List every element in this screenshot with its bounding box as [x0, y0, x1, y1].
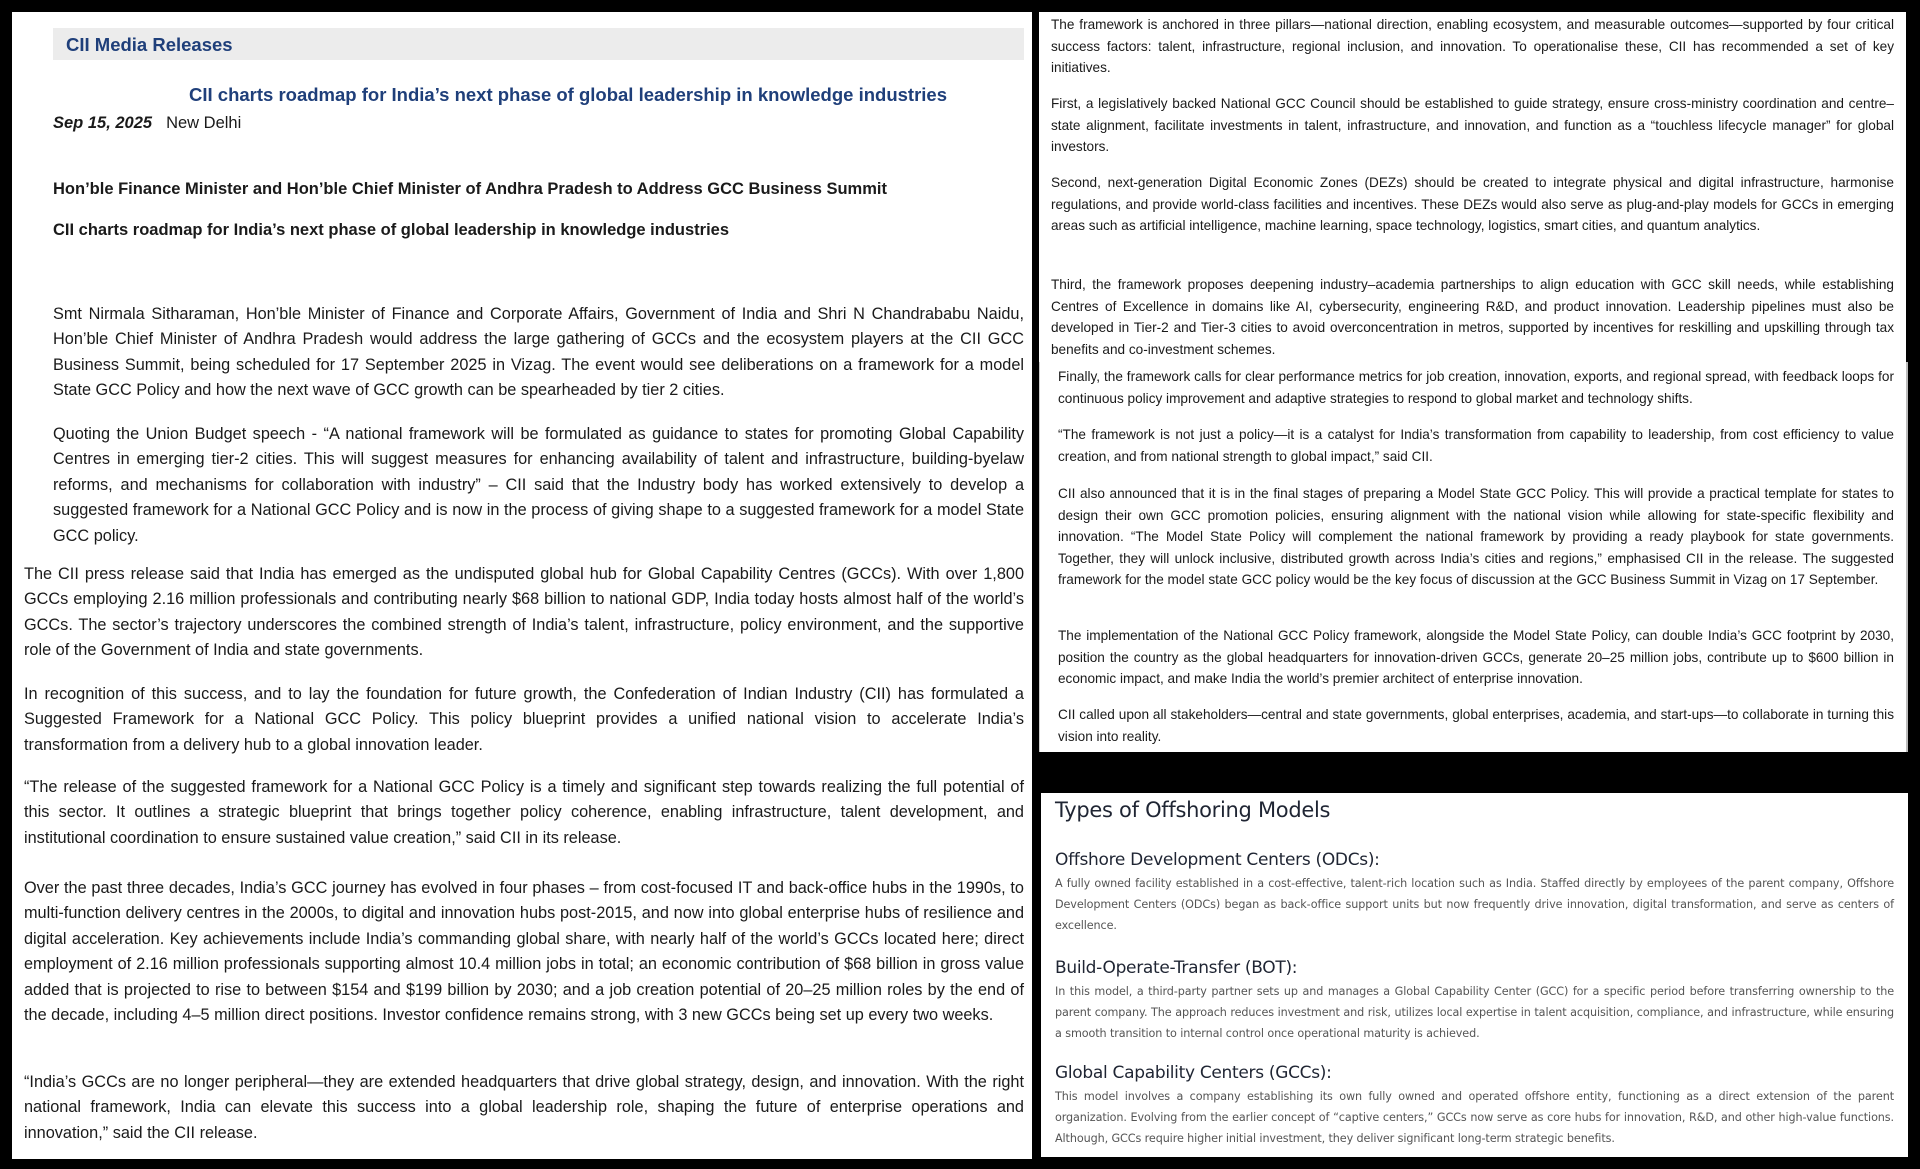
paragraph: Second, next-generation Digital Economic Zones (DEZs) should be created to integrate physical and digital infrastructure, harmonise regulations, and provide world-class facilities and incentives. These DEZs would also serve as plug-and-play models for GCCs in emerging areas such as artificial intelligence, machine learning, space technology, logistics, smart cities, and quantum analytics. [1051, 175, 1894, 234]
subheading: Hon’ble Finance Minister and Hon’ble Chief Minister of Andhra Pradesh to Address GCC Business Summit [53, 180, 887, 198]
paragraph: Over the past three decades, India’s GCC journey has evolved in four phases – from cost-focused IT and back-office hubs in the 1990s, to multi-function delivery centres in the 2000s, to digital and innovation hubs post-2015, and now into global enterprise hubs of resilience and digital acceleration. Key achievements include India’s commanding global share, with nearly half of the world’s GCCs located here; direct employment of 2.16 million professionals supporting almost 10.4 million jobs in total; an economic contribution of $68 billion in gross value added that is projected to rise to between $154 and $199 billion by 2030; and a job creation potential of 20–25 million roles by the end of the decade, including 4–5 million direct positions. Investor confidence remains strong, with 3 new GCCs being set up every two weeks. [24, 879, 1024, 1025]
framework-panel-upper [1039, 12, 1906, 362]
model-description: In this model, a third-party partner sets up and manages a Global Capability Center (GCC) for a specific period before transferring ownership to the parent company. The approach reduces investment and risk, utilizes local expertise in talent acquisition, compliance, and infrastructure, while ensuring a smooth transition to internal control once operational maturity is achieved. [1055, 985, 1894, 1040]
paragraph: Finally, the framework calls for clear performance metrics for job creation, innovation, exports, and regional spread, with feedback loops for continuous policy improvement and adaptive strategies to respond to global market and technology shifts. [1058, 369, 1894, 406]
section-header-bar [53, 28, 1024, 60]
model-heading: Offshore Development Centers (ODCs): [1055, 850, 1380, 870]
paragraph: The implementation of the National GCC Policy framework, alongside the Model State Policy, can double India’s GCC footprint by 2030, position the country as the global headquarters for innovation-driven GCCs, generate 20–25 million jobs, contribute up to $600 billion in economic impact, and make India the world’s premier architect of enterprise innovation. [1058, 628, 1894, 687]
section-header[interactable]: CII Media Releases [66, 34, 233, 55]
paragraph: First, a legislatively backed National GCC Council should be established to guide strategy, ensure cross-ministry coordination and centre–state alignment, facilitate investments in talent, infrastructure, and innovation, and function as a “touchless lifecycle manager” for global investors. [1051, 96, 1894, 155]
release-title: CII charts roadmap for India’s next phase of global leadership in knowledge industries [189, 84, 947, 105]
paragraph: CII called upon all stakeholders—central and state governments, global enterprises, academia, and start-ups—to collaborate in turning this vision into reality. [1058, 707, 1894, 744]
subheading: CII charts roadmap for India’s next phase of global leadership in knowledge industries [53, 221, 730, 239]
paragraph: Quoting the Union Budget speech - “A national framework will be formulated as guidance to states for promoting Global Capability Centres in emerging tier-2 cities. This will suggest measures for enhancing availability of talent and infrastructure, building-byelaw reforms, and mechanisms for collaboration with industry” – CII said that the Industry body has worked extensively to develop a suggested framework for a National GCC Policy and is now in the process of giving shape to a suggested framework for a model State GCC policy. [53, 425, 1024, 545]
paragraph: Third, the framework proposes deepening industry–academia partnerships to align education with GCC skill needs, while establishing Centres of Excellence in domains like AI, cybersecurity, engineering R&D, and product innovation. Leadership pipelines must also be developed in Tier-2 and Tier-3 cities to avoid overconcentration in metros, supported by incentives for reskilling and upskilling through tax benefits and co-investment schemes. [1051, 277, 1894, 357]
paragraph: “India’s GCCs are no longer peripheral—they are extended headquarters that drive global strategy, design, and innovation. With the right national framework, India can elevate this success into a global leadership role, shaping the future of enterprise operations and innovation,” said the CII release. [24, 1073, 1024, 1142]
offshoring-models-panel [1041, 793, 1908, 1157]
release-date: Sep 15, 2025 [53, 114, 153, 132]
press-release-panel [12, 12, 1032, 1159]
paragraph: CII also announced that it is in the final stages of preparing a Model State GCC Policy. This will provide a practical template for states to design their own GCC promotion policies, ensuring alignment with the national vision while allowing for state-specific flexibility and innovation. “The Model State Policy will complement the national framework by providing a ready playbook for state governments. Together, they will unlock inclusive, distributed growth across India’s cities and regions,” emphasised CII in the release. The suggested framework for the model state GCC policy would be the key focus of discussion at the GCC Business Summit in Vizag on 17 September. [1058, 486, 1894, 588]
paragraph: The framework is anchored in three pillars—national direction, enabling ecosystem, and measurable outcomes—supported by four critical success factors: talent, infrastructure, regional inclusion, and innovation. To operationalise these, CII has recommended a set of key initiatives. [1051, 17, 1894, 76]
release-location: New Delhi [166, 114, 242, 132]
offshoring-title: Types of Offshoring Models [1055, 798, 1331, 822]
paragraph: In recognition of this success, and to lay the foundation for future growth, the Confederation of Indian Industry (CII) has formulated a Suggested Framework for a National GCC Policy. This policy blueprint provides a unified national vision to accelerate India’s transformation from a delivery hub to a global innovation leader. [24, 685, 1024, 754]
paragraph: The CII press release said that India has emerged as the undisputed global hub for Global Capability Centres (GCCs). With over 1,800 GCCs employing 2.16 million professionals and contributing nearly $68 billion to national GDP, India today hosts almost half of the world’s GCCs. The sector’s trajectory underscores the combined strength of India’s talent, infrastructure, policy environment, and the supportive role of the Government of India and state governments. [24, 565, 1024, 660]
framework-panel-lower [1039, 362, 1908, 752]
model-heading: Global Capability Centers (GCCs): [1055, 1063, 1332, 1083]
model-description: A fully owned facility established in a cost-effective, talent-rich location such as India. Staffed directly by employees of the parent company, Offshore Development Centers (ODCs) began as back-office support units but now frequently drive innovation, digital transformation, and serve as centers of excellence. [1055, 877, 1894, 932]
model-description: This model involves a company establishing its own fully owned and operated offshore entity, functioning as a direct extension of the parent organization. Evolving from the earlier concept of “captive centers,” GCCs now serve as core hubs for innovation, R&D, and other high-value functions. Although, GCCs require higher initial investment, they deliver significant long-term strategic benefits. [1055, 1090, 1894, 1145]
paragraph: “The release of the suggested framework for a National GCC Policy is a timely and significant step towards realizing the full potential of this sector. It outlines a strategic blueprint that brings together policy coherence, enabling infrastructure, talent development, and institutional coordination to ensure sustained value creation,” said CII in its release. [24, 778, 1024, 847]
model-heading: Build-Operate-Transfer (BOT): [1055, 958, 1298, 978]
dateline [53, 114, 241, 133]
paragraph: “The framework is not just a policy—it is a catalyst for India’s transformation from capability to leadership, from cost efficiency to value creation, and from national strength to global impact,” said CII. [1058, 427, 1894, 464]
paragraph: Smt Nirmala Sitharaman, Hon’ble Minister of Finance and Corporate Affairs, Government of India and Shri N Chandrababu Naidu, Hon’ble Chief Minister of Andhra Pradesh would address the large gathering of GCCs and the ecosystem players at the CII GCC Business Summit, being scheduled for 17 September 2025 in Vizag. The event would see deliberations on a framework for a model State GCC Policy and how the next wave of GCC growth can be spearheaded by tier 2 cities. [53, 305, 1024, 400]
